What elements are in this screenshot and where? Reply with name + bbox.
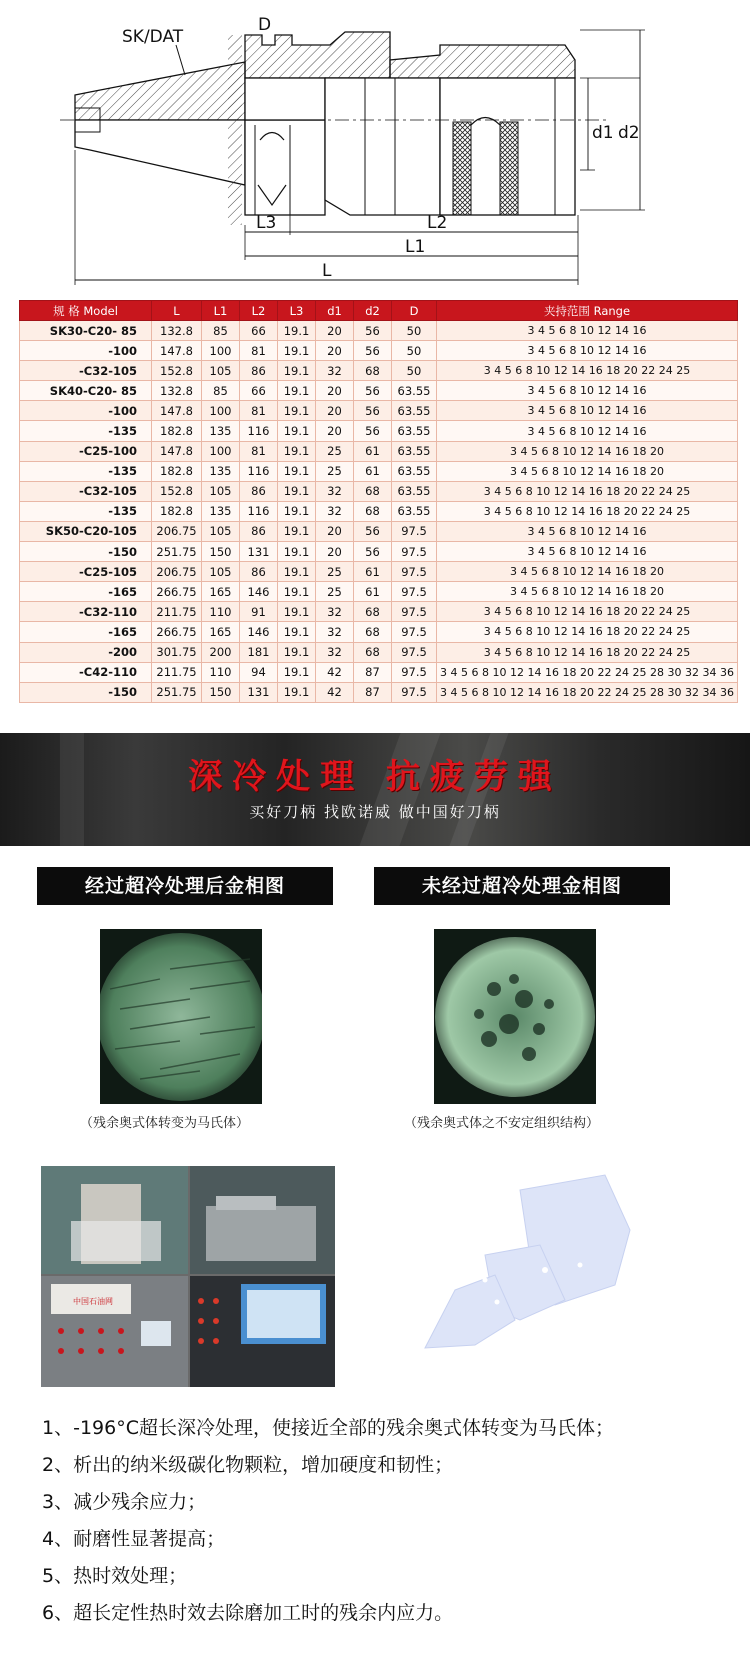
spec-value-cell: 68 — [354, 642, 392, 662]
spec-value-cell: 211.75 — [152, 602, 202, 622]
spec-value-cell: 66 — [240, 381, 278, 401]
spec-value-cell: 56 — [354, 381, 392, 401]
spec-value-cell: 152.8 — [152, 361, 202, 381]
spec-header-cell: L2 — [240, 301, 278, 321]
spec-value-cell: 251.75 — [152, 542, 202, 562]
spec-value-cell: 61 — [354, 582, 392, 602]
label-l3: L3 — [256, 213, 277, 233]
spec-header-cell: D — [392, 301, 437, 321]
spec-row — [20, 562, 738, 582]
spec-range-cell: 3 4 5 6 8 10 12 14 16 18 20 22 24 25 — [437, 361, 738, 381]
spec-model-cell: -C25-105 — [20, 562, 152, 582]
spec-value-cell: 91 — [240, 602, 278, 622]
spec-value-cell: 68 — [354, 602, 392, 622]
spec-value-cell: 63.55 — [392, 441, 437, 461]
spec-model-cell: -135 — [20, 461, 152, 481]
spec-row — [20, 461, 738, 481]
factory-photo-collage — [41, 1166, 335, 1387]
spec-value-cell: 25 — [316, 562, 354, 582]
spec-value-cell: 68 — [354, 361, 392, 381]
spec-value-cell: 56 — [354, 341, 392, 361]
spec-model-cell: SK30-C20- 85 — [20, 321, 152, 341]
spec-value-cell: 135 — [202, 421, 240, 441]
spec-value-cell: 206.75 — [152, 562, 202, 582]
spec-value-cell: 182.8 — [152, 501, 202, 521]
spec-value-cell: 20 — [316, 321, 354, 341]
spec-value-cell: 86 — [240, 481, 278, 501]
spec-value-cell: 19.1 — [278, 582, 316, 602]
spec-value-cell: 68 — [354, 501, 392, 521]
spec-row — [20, 441, 738, 461]
benefit-item: 6、超长定性热时效去除磨加工时的残余内应力。 — [42, 1602, 454, 1624]
spec-row — [20, 481, 738, 501]
spec-value-cell: 32 — [316, 501, 354, 521]
spec-range-cell: 3 4 5 6 8 10 12 14 16 18 20 22 24 25 28 30 32 34 36 — [437, 682, 738, 702]
spec-value-cell: 97.5 — [392, 521, 437, 541]
spec-value-cell: 100 — [202, 401, 240, 421]
spec-row — [20, 582, 738, 602]
treated-label: 经过超冷处理后金相图 — [37, 867, 333, 905]
spec-row — [20, 542, 738, 562]
spec-value-cell: 19.1 — [278, 521, 316, 541]
spec-value-cell: 19.1 — [278, 602, 316, 622]
label-l1: L1 — [405, 237, 426, 257]
spec-row — [20, 622, 738, 642]
spec-value-cell: 19.1 — [278, 481, 316, 501]
spec-value-cell: 97.5 — [392, 622, 437, 642]
spec-value-cell: 20 — [316, 381, 354, 401]
spec-value-cell: 86 — [240, 562, 278, 582]
spec-row — [20, 421, 738, 441]
spec-row — [20, 321, 738, 341]
spec-value-cell: 110 — [202, 662, 240, 682]
spec-range-cell: 3 4 5 6 8 10 12 14 16 18 20 — [437, 562, 738, 582]
spec-value-cell: 85 — [202, 321, 240, 341]
spec-value-cell: 19.1 — [278, 461, 316, 481]
spec-value-cell: 61 — [354, 461, 392, 481]
spec-value-cell: 61 — [354, 441, 392, 461]
spec-value-cell: 131 — [240, 542, 278, 562]
spec-value-cell: 97.5 — [392, 602, 437, 622]
spec-range-cell: 3 4 5 6 8 10 12 14 16 18 20 — [437, 461, 738, 481]
label-l: L — [322, 261, 332, 281]
spec-model-cell: -200 — [20, 642, 152, 662]
spec-range-cell: 3 4 5 6 8 10 12 14 16 — [437, 542, 738, 562]
spec-value-cell: 110 — [202, 602, 240, 622]
spec-header-row — [20, 301, 738, 321]
spec-value-cell: 32 — [316, 361, 354, 381]
spec-value-cell: 152.8 — [152, 481, 202, 501]
spec-value-cell: 147.8 — [152, 401, 202, 421]
spec-model-cell: -135 — [20, 501, 152, 521]
spec-value-cell: 56 — [354, 321, 392, 341]
label-l2: L2 — [427, 213, 448, 233]
flange-lower — [245, 120, 325, 215]
untreated-label: 未经过超冷处理金相图 — [374, 867, 670, 905]
spec-value-cell: 63.55 — [392, 401, 437, 421]
spec-range-cell: 3 4 5 6 8 10 12 14 16 18 20 22 24 25 28 30 32 34 36 — [437, 662, 738, 682]
spec-value-cell: 61 — [354, 562, 392, 582]
spec-header-cell: L1 — [202, 301, 240, 321]
spec-value-cell: 116 — [240, 501, 278, 521]
spec-value-cell: 146 — [240, 622, 278, 642]
spec-value-cell: 20 — [316, 421, 354, 441]
spec-model-cell: -135 — [20, 421, 152, 441]
spec-value-cell: 132.8 — [152, 321, 202, 341]
spec-model-cell: -C42-110 — [20, 662, 152, 682]
spec-value-cell: 150 — [202, 542, 240, 562]
spec-value-cell: 105 — [202, 562, 240, 582]
spec-value-cell: 85 — [202, 381, 240, 401]
spec-row — [20, 381, 738, 401]
spec-range-cell: 3 4 5 6 8 10 12 14 16 — [437, 521, 738, 541]
spec-value-cell: 32 — [316, 642, 354, 662]
spec-value-cell: 211.75 — [152, 662, 202, 682]
spec-range-cell: 3 4 5 6 8 10 12 14 16 18 20 — [437, 582, 738, 602]
spec-value-cell: 63.55 — [392, 381, 437, 401]
spec-value-cell: 97.5 — [392, 542, 437, 562]
spec-value-cell: 32 — [316, 481, 354, 501]
spec-value-cell: 182.8 — [152, 461, 202, 481]
flange-section — [245, 32, 390, 78]
benefit-item: 5、热时效处理； — [42, 1565, 188, 1587]
spec-value-cell: 63.55 — [392, 461, 437, 481]
label-d: D — [258, 15, 272, 35]
spec-value-cell: 56 — [354, 421, 392, 441]
banner-subtitle: 买好刀柄 找欧诺威 做中国好刀柄 — [249, 803, 501, 821]
spec-value-cell: 100 — [202, 441, 240, 461]
spec-model-cell: -100 — [20, 401, 152, 421]
spec-value-cell: 50 — [392, 321, 437, 341]
label-sk-dat: SK/DAT — [122, 27, 184, 47]
spec-value-cell: 81 — [240, 441, 278, 461]
spec-value-cell: 42 — [316, 662, 354, 682]
spec-value-cell: 116 — [240, 421, 278, 441]
spec-model-cell: -100 — [20, 341, 152, 361]
treated-caption: （残余奥式体转变为马氏体） — [80, 1116, 250, 1131]
spec-value-cell: 68 — [354, 481, 392, 501]
spec-model-cell: -C32-105 — [20, 481, 152, 501]
spec-value-cell: 266.75 — [152, 622, 202, 642]
spec-value-cell: 19.1 — [278, 361, 316, 381]
spec-model-cell: -C32-110 — [20, 602, 152, 622]
spec-value-cell: 19.1 — [278, 622, 316, 642]
spec-value-cell: 165 — [202, 582, 240, 602]
spec-value-cell: 63.55 — [392, 481, 437, 501]
benefit-item: 3、减少残余应力； — [42, 1491, 207, 1513]
spec-value-cell: 97.5 — [392, 582, 437, 602]
cryo-banner — [0, 733, 750, 846]
spec-value-cell: 19.1 — [278, 662, 316, 682]
spec-range-cell: 3 4 5 6 8 10 12 14 16 18 20 22 24 25 — [437, 602, 738, 622]
spec-value-cell: 251.75 — [152, 682, 202, 702]
spec-value-cell: 56 — [354, 542, 392, 562]
benefit-item: 4、耐磨性显著提高； — [42, 1528, 226, 1550]
spec-value-cell: 87 — [354, 682, 392, 702]
spec-value-cell: 105 — [202, 521, 240, 541]
spec-value-cell: 19.1 — [278, 542, 316, 562]
spec-value-cell: 131 — [240, 682, 278, 702]
spec-value-cell: 81 — [240, 401, 278, 421]
spec-value-cell: 19.1 — [278, 381, 316, 401]
spec-header-cell: L — [152, 301, 202, 321]
spec-row — [20, 341, 738, 361]
spec-row — [20, 521, 738, 541]
spec-row — [20, 642, 738, 662]
spec-row — [20, 662, 738, 682]
spec-table — [19, 300, 737, 703]
spec-value-cell: 50 — [392, 361, 437, 381]
benefit-item: 1、-196°C超长深冷处理，使接近全部的残余奥式体转变为马氏体； — [42, 1417, 614, 1439]
spec-range-cell: 3 4 5 6 8 10 12 14 16 — [437, 401, 738, 421]
spec-value-cell: 116 — [240, 461, 278, 481]
spec-value-cell: 66 — [240, 321, 278, 341]
spec-value-cell: 266.75 — [152, 582, 202, 602]
spec-model-cell: -C32-105 — [20, 361, 152, 381]
spec-row — [20, 602, 738, 622]
spec-row — [20, 361, 738, 381]
spec-value-cell: 165 — [202, 622, 240, 642]
spec-value-cell: 301.75 — [152, 642, 202, 662]
spec-model-cell: SK40-C20- 85 — [20, 381, 152, 401]
spec-range-cell: 3 4 5 6 8 10 12 14 16 18 20 — [437, 441, 738, 461]
spec-value-cell: 25 — [316, 582, 354, 602]
spec-value-cell: 94 — [240, 662, 278, 682]
spec-value-cell: 97.5 — [392, 562, 437, 582]
spec-header-cell: 规 格 Model — [20, 301, 152, 321]
spec-model-cell: -165 — [20, 582, 152, 602]
spec-value-cell: 25 — [316, 441, 354, 461]
spec-model-cell: -165 — [20, 622, 152, 642]
spec-value-cell: 135 — [202, 461, 240, 481]
spec-header-cell: d1 — [316, 301, 354, 321]
spec-value-cell: 56 — [354, 521, 392, 541]
spec-range-cell: 3 4 5 6 8 10 12 14 16 18 20 22 24 25 — [437, 622, 738, 642]
spec-value-cell: 42 — [316, 682, 354, 702]
spec-value-cell: 97.5 — [392, 662, 437, 682]
spec-value-cell: 135 — [202, 501, 240, 521]
label-d2: d2 — [618, 123, 640, 143]
spec-range-cell: 3 4 5 6 8 10 12 14 16 — [437, 341, 738, 361]
spec-value-cell: 19.1 — [278, 321, 316, 341]
spec-range-cell: 3 4 5 6 8 10 12 14 16 — [437, 321, 738, 341]
spec-value-cell: 97.5 — [392, 642, 437, 662]
spec-row — [20, 501, 738, 521]
spec-value-cell: 50 — [392, 341, 437, 361]
spec-value-cell: 147.8 — [152, 341, 202, 361]
spec-range-cell: 3 4 5 6 8 10 12 14 16 18 20 22 24 25 — [437, 481, 738, 501]
spec-value-cell: 182.8 — [152, 421, 202, 441]
spec-value-cell: 19.1 — [278, 421, 316, 441]
spec-value-cell: 150 — [202, 682, 240, 702]
spec-header-cell: 夹持范围 Range — [437, 301, 738, 321]
spec-header-cell: L3 — [278, 301, 316, 321]
spec-range-cell: 3 4 5 6 8 10 12 14 16 — [437, 381, 738, 401]
spec-value-cell: 32 — [316, 622, 354, 642]
banner-title: 深冷处理 抗疲劳强 — [188, 757, 562, 797]
spec-value-cell: 146 — [240, 582, 278, 602]
spec-value-cell: 56 — [354, 401, 392, 421]
spec-value-cell: 63.55 — [392, 501, 437, 521]
spec-value-cell: 19.1 — [278, 441, 316, 461]
spec-row — [20, 682, 738, 702]
panel-logo: 中国石油网 — [73, 1297, 113, 1306]
spec-value-cell: 19.1 — [278, 642, 316, 662]
spec-value-cell: 97.5 — [392, 682, 437, 702]
spec-value-cell: 100 — [202, 341, 240, 361]
spec-model-cell: -150 — [20, 542, 152, 562]
spec-value-cell: 86 — [240, 521, 278, 541]
spec-value-cell: 206.75 — [152, 521, 202, 541]
spec-range-cell: 3 4 5 6 8 10 12 14 16 18 20 22 24 25 — [437, 642, 738, 662]
spec-value-cell: 32 — [316, 602, 354, 622]
untreated-caption: （残余奥式体之不安定组织结构） — [404, 1116, 600, 1131]
spec-row — [20, 401, 738, 421]
spec-value-cell: 81 — [240, 341, 278, 361]
treated-micrograph — [100, 929, 262, 1104]
spec-range-cell: 3 4 5 6 8 10 12 14 16 18 20 22 24 25 — [437, 501, 738, 521]
spec-value-cell: 86 — [240, 361, 278, 381]
spec-value-cell: 19.1 — [278, 562, 316, 582]
spec-model-cell: -C25-100 — [20, 441, 152, 461]
spec-value-cell: 20 — [316, 341, 354, 361]
spec-model-cell: -150 — [20, 682, 152, 702]
spec-value-cell: 105 — [202, 361, 240, 381]
spec-value-cell: 20 — [316, 521, 354, 541]
spec-value-cell: 200 — [202, 642, 240, 662]
spec-value-cell: 20 — [316, 401, 354, 421]
spec-value-cell: 105 — [202, 481, 240, 501]
benefit-item: 2、析出的纳米级碳化物颗粒，增加硬度和韧性； — [42, 1454, 454, 1476]
spec-value-cell: 181 — [240, 642, 278, 662]
untreated-micrograph — [434, 929, 596, 1104]
spec-value-cell: 19.1 — [278, 401, 316, 421]
holder-3d-render — [415, 1170, 645, 1365]
label-d1: d1 — [592, 123, 614, 143]
spec-value-cell: 63.55 — [392, 421, 437, 441]
spec-value-cell: 68 — [354, 622, 392, 642]
spec-value-cell: 25 — [316, 461, 354, 481]
tool-holder-drawing — [0, 0, 750, 290]
spec-value-cell: 19.1 — [278, 501, 316, 521]
spec-value-cell: 19.1 — [278, 682, 316, 702]
benefit-list — [42, 1410, 742, 1632]
spec-range-cell: 3 4 5 6 8 10 12 14 16 — [437, 421, 738, 441]
spec-value-cell: 87 — [354, 662, 392, 682]
spec-value-cell: 20 — [316, 542, 354, 562]
spec-value-cell: 19.1 — [278, 341, 316, 361]
spec-model-cell: SK50-C20-105 — [20, 521, 152, 541]
spec-header-cell: d2 — [354, 301, 392, 321]
spec-value-cell: 132.8 — [152, 381, 202, 401]
spec-value-cell: 147.8 — [152, 441, 202, 461]
